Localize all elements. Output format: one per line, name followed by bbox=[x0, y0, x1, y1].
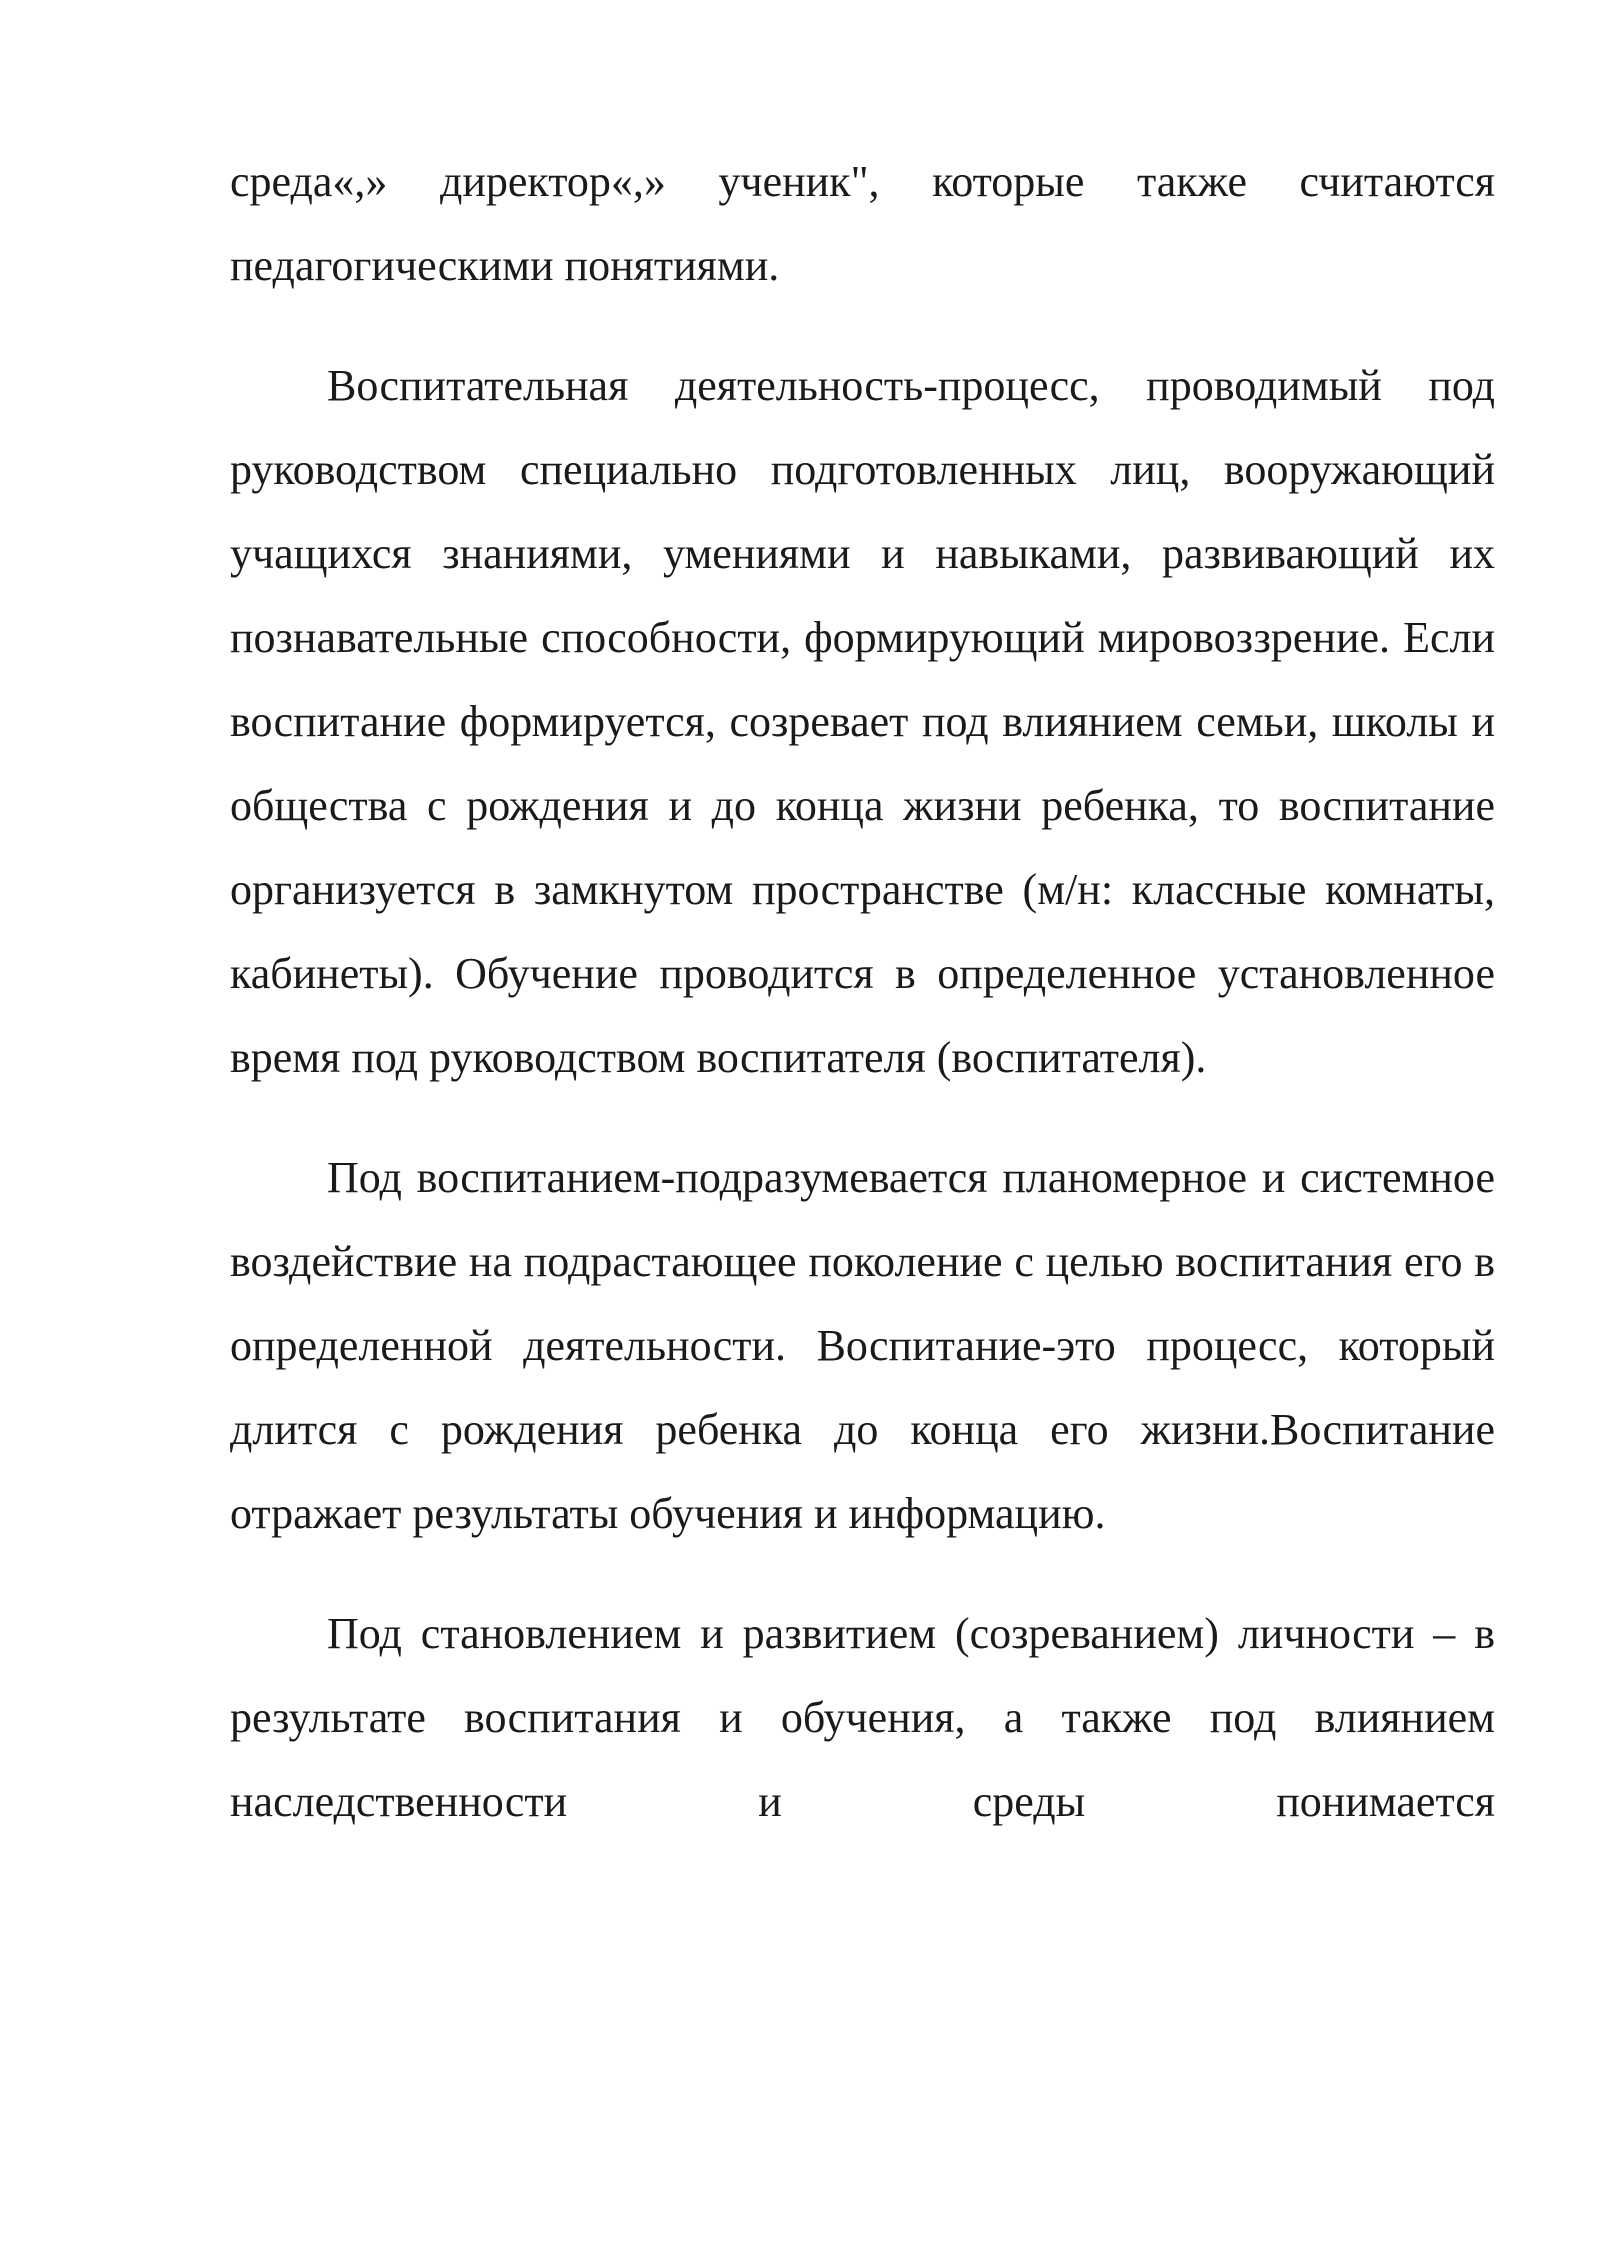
paragraph-continuation: среда«,» директор«,» ученик", которые также считаются педагогическими понятиями. bbox=[230, 157, 1495, 290]
document-text-body bbox=[230, 140, 1495, 1880]
paragraph-educational-activity: Воспитательная деятельность-процесс, проводимый под руководством специально подготовленных лиц, вооружающий учащихся знаниями, умениями и навыками, развивающий их познавательные способности, формирующий мировоззрение. Если воспитание формируется, созревает под влиянием семьи, школы и общества с рождения и до конца жизни ребенка, то воспитание организуется в замкнутом пространстве (м/н: классные комнаты, кабинеты). Обучение проводится в определенное установленное время под руководством воспитателя (воспитателя). bbox=[230, 361, 1495, 1082]
paragraph-personality-formation: Под становлением и развитием (созреванием) личности – в результате воспитания и обучения, а также под влиянием наследственности и среды понимается bbox=[230, 1609, 1495, 1826]
paragraph-upbringing-definition: Под воспитанием-подразумевается планомерное и системное воздействие на подрастающее поколение с целью воспитания его в определенной деятельности. Воспитание-это процесс, который длится с рождения ребенка до конца его жизни.Воспитание отражает результаты обучения и информацию. bbox=[230, 1153, 1495, 1538]
